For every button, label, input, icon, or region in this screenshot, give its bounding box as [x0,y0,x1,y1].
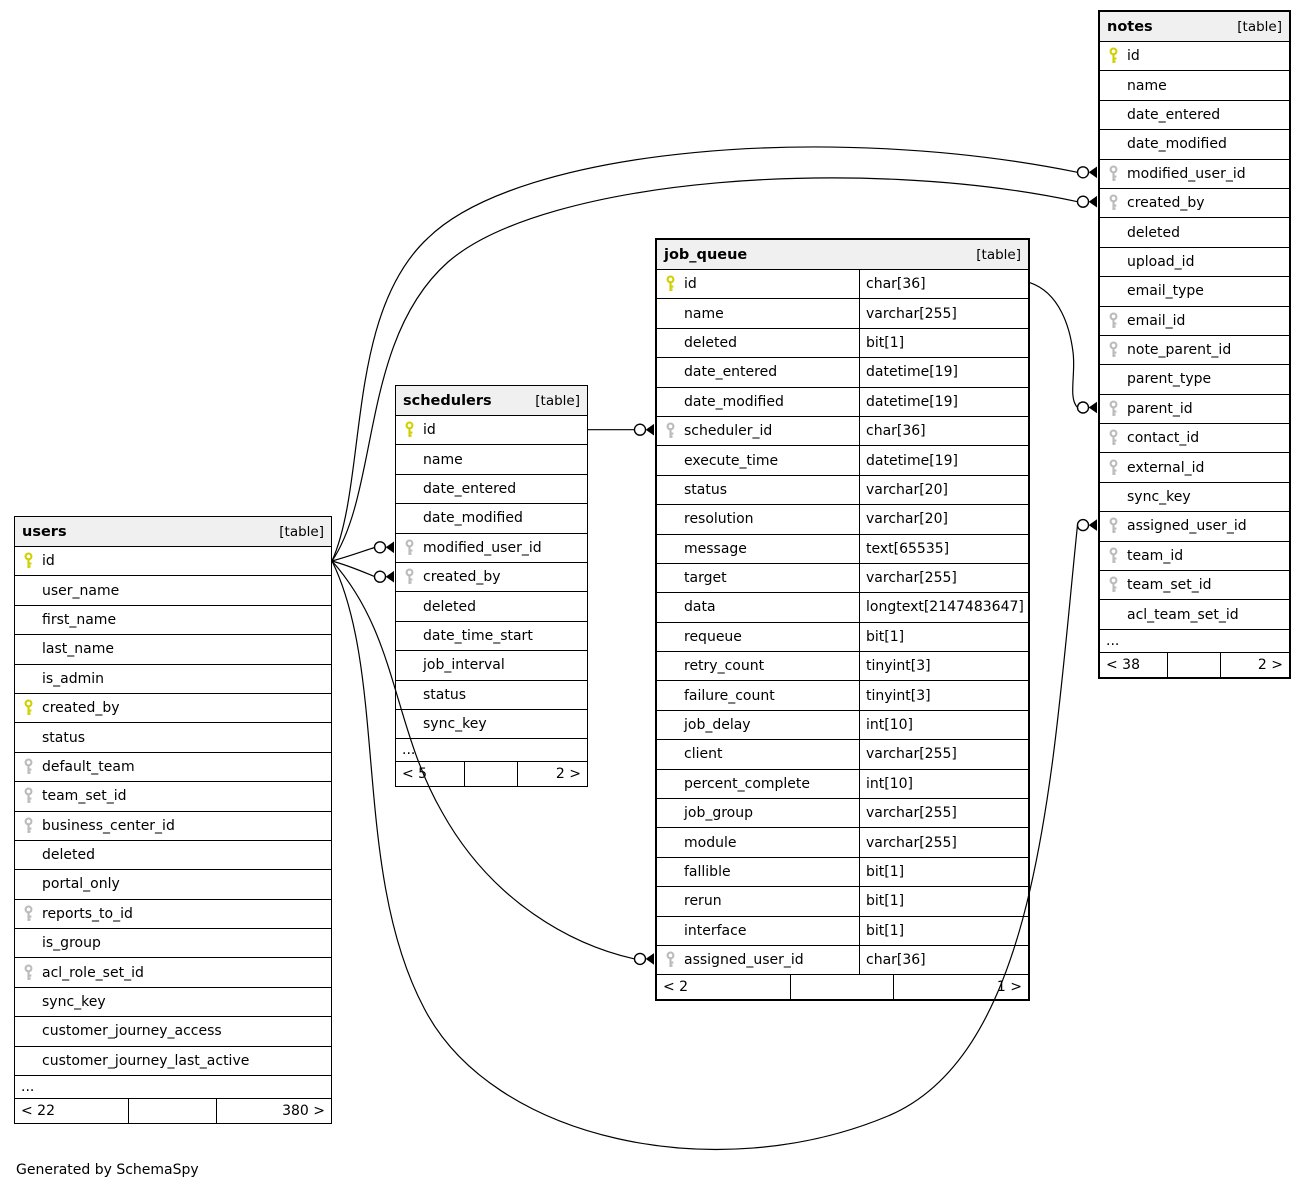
table-schedulers-footer [396,762,587,786]
column-name: customer_journey_access [42,1023,222,1040]
column-row-assigned_user_id [1100,512,1289,541]
column-name: percent_complete [684,775,811,792]
table-notes-footer [1100,653,1289,677]
column-type: longtext[2147483647] [859,593,1028,621]
column-row-job_interval [396,651,587,680]
column-row-job_delay [657,711,1028,740]
column-name: scheduler_id [684,423,773,440]
column-row-date_time_start [396,622,587,651]
zero-or-one-circle-marker [375,571,386,582]
table-notes-header[interactable] [1100,12,1289,42]
zero-or-one-circle-marker [375,542,386,553]
column-name: date_entered [1127,106,1221,123]
column-name: date_modified [423,510,523,527]
column-row-date_entered [657,358,1028,387]
column-name: contact_id [1127,430,1200,447]
column-type: int[10] [859,711,1028,739]
foreign-key-icon [1100,576,1127,594]
column-name: upload_id [1127,253,1195,270]
column-row-sync_key [1100,483,1289,512]
column-name: date_time_start [423,627,533,644]
column-row-is_admin [15,665,331,694]
column-name: execute_time [684,452,779,469]
footer-rows-count: 2 > [555,766,581,783]
column-name: id [684,276,697,293]
foreign-key-icon [396,568,423,586]
column-type: bit[1] [859,887,1028,915]
column-type: varchar[255] [859,299,1028,327]
column-row-contact_id [1100,424,1289,453]
column-rows [396,416,587,762]
foreign-key-arrowhead [1089,167,1097,179]
column-name: customer_journey_last_active [42,1052,250,1069]
column-name: sync_key [423,716,487,733]
column-type: datetime[19] [859,446,1028,474]
column-name: status [423,686,467,703]
column-row-team_id [1100,542,1289,571]
column-name: reports_to_id [42,905,133,922]
column-row-name [396,445,587,474]
column-type: varchar[20] [859,505,1028,533]
relationship-users_id__schedulers_created_by [332,561,394,583]
primary-key-icon [396,421,423,439]
zero-or-one-circle-marker [635,424,646,435]
column-row-external_id [1100,453,1289,482]
column-row-last_name [15,635,331,664]
column-row-date_modified [396,504,587,533]
column-rows [657,270,1028,975]
primary-key-icon [1100,47,1127,65]
column-name: name [423,451,463,468]
column-row-fallible [657,858,1028,887]
primary-key-icon [15,699,42,717]
column-name: is_group [42,935,101,952]
column-row-deleted [657,329,1028,358]
column-name: status [684,481,728,498]
footer-rows-count: 1 > [996,979,1022,996]
column-row-modified_user_id [396,534,587,563]
table-tag: [table] [279,523,324,540]
column-row-status [657,476,1028,505]
column-name: date_entered [423,480,517,497]
foreign-key-icon [657,422,684,440]
column-type: varchar[255] [859,740,1028,768]
foreign-key-arrowhead [386,571,394,583]
footer-rows-count: 380 > [282,1103,325,1120]
column-type: datetime[19] [859,358,1028,386]
table-notes [1098,10,1291,679]
column-type: varchar[255] [859,799,1028,827]
column-row-data [657,593,1028,622]
foreign-key-icon [396,539,423,557]
column-row-failure_count [657,681,1028,710]
column-row-date_modified [1100,130,1289,159]
column-row-created_by [1100,189,1289,218]
column-name: failure_count [684,687,775,704]
foreign-key-icon [15,964,42,982]
relationship-line [332,548,375,562]
footer-spacer [1168,653,1221,677]
foreign-key-arrowhead [1089,402,1097,414]
foreign-key-icon [1100,459,1127,477]
column-name: fallible [684,864,731,880]
column-row-id [657,270,1028,299]
foreign-key-icon [15,905,42,923]
column-row-id [396,416,587,445]
column-row-scheduler_id [657,417,1028,446]
table-schedulers-header[interactable] [396,386,587,416]
column-row-upload_id [1100,248,1289,277]
column-row-sync_key [396,710,587,739]
column-row-date_entered [396,475,587,504]
column-name: rerun [684,893,722,910]
foreign-key-icon [1100,165,1127,183]
column-row-customer_journey_last_active [15,1047,331,1076]
table-title[interactable]: job_queue [664,246,748,263]
column-name: deleted [42,847,95,864]
column-type: bit[1] [859,917,1028,945]
column-type: tinyint[3] [859,681,1028,709]
column-row-customer_journey_access [15,1017,331,1046]
column-rows [15,547,331,1099]
column-row-default_team [15,753,331,782]
column-name: job_interval [423,657,505,674]
column-name: date_modified [1127,136,1227,153]
column-row-assigned_user_id [657,946,1028,975]
column-type: char[36] [859,946,1028,974]
column-name: created_by [42,700,120,717]
column-row-date_entered [1100,101,1289,130]
primary-key-icon [15,552,42,570]
foreign-key-arrowhead [1089,519,1097,531]
column-row-parent_type [1100,365,1289,394]
column-type: bit[1] [859,329,1028,357]
table-users [14,516,332,1124]
column-type: tinyint[3] [859,652,1028,680]
column-name: assigned_user_id [684,952,804,969]
column-name: retry_count [684,658,765,675]
column-name: requeue [684,628,742,645]
column-row-acl_role_set_id [15,958,331,987]
column-row-acl_team_set_id [1100,600,1289,629]
column-name: team_set_id [1127,577,1212,594]
zero-or-one-circle-marker [1078,167,1089,178]
column-type: char[36] [859,270,1028,298]
table-job-queue-footer [657,975,1028,999]
column-row-target [657,564,1028,593]
column-row-client [657,740,1028,769]
column-name: note_parent_id [1127,342,1232,359]
column-row-is_group [15,929,331,958]
column-row-rerun [657,887,1028,916]
column-name: module [684,834,737,851]
column-name: parent_type [1127,371,1212,388]
column-type: datetime[19] [859,388,1028,416]
column-name: date_entered [684,364,778,381]
column-name: portal_only [42,876,120,893]
column-row-date_modified [657,388,1028,417]
table-tag: [table] [976,246,1021,263]
foreign-key-icon [1100,194,1127,212]
column-row-module [657,828,1028,857]
column-row-sync_key [15,988,331,1017]
column-name: created_by [1127,195,1205,212]
foreign-key-arrowhead [1089,196,1097,208]
column-name: deleted [684,334,737,351]
column-type: char[36] [859,417,1028,445]
foreign-key-icon [1100,400,1127,418]
table-job-queue [655,238,1030,1001]
footer-children-count: < 38 [1100,653,1168,677]
column-name: modified_user_id [1127,165,1246,182]
column-row-email_type [1100,277,1289,306]
column-name: assigned_user_id [1127,518,1247,535]
column-type: varchar[20] [859,476,1028,504]
column-row-resolution [657,505,1028,534]
column-name: status [42,729,86,746]
column-row-user_name [15,576,331,605]
column-row-retry_count [657,652,1028,681]
generator-note: Generated by SchemaSpy [16,1162,199,1178]
relationship-line [1030,283,1078,408]
column-type: varchar[255] [859,564,1028,592]
footer-spacer [791,975,895,999]
column-name: parent_id [1127,400,1193,417]
column-type: int[10] [859,770,1028,798]
column-name: is_admin [42,670,105,687]
column-name: target [684,570,727,587]
column-name: client [684,746,723,763]
column-row-reports_to_id [15,900,331,929]
table-tag: [table] [535,392,580,409]
foreign-key-arrowhead [386,542,394,554]
relationship-job_queue_id__notes_parent_id [1030,283,1097,414]
table-tag: [table] [1237,18,1282,35]
column-name: team_id [1127,547,1184,564]
column-row-status [396,681,587,710]
column-name: email_type [1127,283,1204,300]
zero-or-one-circle-marker [1078,520,1089,531]
column-name: id [1127,48,1140,65]
footer-rows-count: 2 > [1257,656,1283,673]
foreign-key-icon [15,758,42,776]
column-row-parent_id [1100,395,1289,424]
column-name: team_set_id [42,788,127,805]
foreign-key-icon [1100,312,1127,330]
foreign-key-icon [657,951,684,969]
column-name: deleted [423,598,476,615]
column-row-job_group [657,799,1028,828]
column-name: job_group [684,805,754,822]
column-rows [1100,42,1289,653]
column-name: name [684,305,724,322]
column-row-modified_user_id [1100,160,1289,189]
column-name: job_delay [684,717,751,734]
foreign-key-icon [15,787,42,805]
column-name: external_id [1127,459,1205,476]
column-row-portal_only [15,870,331,899]
column-name: created_by [423,569,501,586]
table-job-queue-header[interactable] [657,240,1028,270]
column-row-created_by [15,694,331,723]
column-row-status [15,723,331,752]
table-title[interactable]: users [22,523,67,540]
truncated-columns-indicator: ... [1100,630,1289,653]
column-name: acl_team_set_id [1127,606,1239,623]
column-name: first_name [42,611,117,628]
column-row-first_name [15,606,331,635]
column-name: acl_role_set_id [42,964,144,981]
column-row-deleted [396,592,587,621]
column-row-message [657,535,1028,564]
footer-children-count: < 5 [396,762,465,786]
column-name: last_name [42,641,114,658]
column-name: data [684,599,716,616]
table-schedulers [395,385,588,787]
column-name: email_id [1127,312,1186,329]
column-name: interface [684,922,747,939]
zero-or-one-circle-marker [1078,196,1089,207]
footer-children-count: < 2 [657,975,791,999]
column-row-email_id [1100,307,1289,336]
column-row-id [15,547,331,576]
column-name: business_center_id [42,817,175,834]
column-type: text[65535] [859,535,1028,563]
column-type: bit[1] [859,623,1028,651]
truncated-columns-indicator: ... [15,1076,331,1099]
column-row-team_set_id [1100,571,1289,600]
foreign-key-arrowhead [646,953,654,965]
column-type: bit[1] [859,858,1028,886]
column-row-deleted [15,841,331,870]
table-title[interactable]: schedulers [403,392,492,409]
foreign-key-icon [1100,429,1127,447]
foreign-key-icon [1100,517,1127,535]
column-row-name [1100,71,1289,100]
relationship-users_id__schedulers_modified_user_id [332,542,394,562]
foreign-key-arrowhead [646,424,654,436]
column-name: name [1127,77,1167,94]
table-users-header[interactable] [15,517,331,547]
column-name: sync_key [1127,489,1191,506]
relationship-schedulers_id__job_queue_scheduler_id [588,424,654,436]
column-row-business_center_id [15,812,331,841]
table-users-footer [15,1099,331,1123]
foreign-key-icon [1100,547,1127,565]
column-row-requeue [657,623,1028,652]
column-row-created_by [396,563,587,592]
column-name: message [684,540,747,557]
column-name: user_name [42,582,120,599]
column-type: varchar[255] [859,828,1028,856]
column-row-deleted [1100,218,1289,247]
column-row-interface [657,917,1028,946]
column-name: id [42,553,55,570]
column-row-team_set_id [15,782,331,811]
primary-key-icon [657,275,684,293]
foreign-key-icon [15,817,42,835]
relationship-line [332,561,375,577]
truncated-columns-indicator: ... [396,739,587,762]
footer-children-count: < 22 [15,1099,129,1123]
zero-or-one-circle-marker [1078,402,1089,413]
foreign-key-icon [1100,341,1127,359]
column-row-name [657,299,1028,328]
column-name: sync_key [42,994,106,1011]
column-name: resolution [684,511,754,528]
column-row-percent_complete [657,770,1028,799]
column-name: default_team [42,758,135,775]
table-title[interactable]: notes [1107,18,1153,35]
zero-or-one-circle-marker [635,953,646,964]
column-name: deleted [1127,224,1180,241]
footer-spacer [465,762,518,786]
column-name: modified_user_id [423,539,542,556]
footer-spacer [129,1099,217,1123]
column-row-note_parent_id [1100,336,1289,365]
column-row-execute_time [657,446,1028,475]
column-name: date_modified [684,393,784,410]
column-name: id [423,422,436,439]
column-row-id [1100,42,1289,71]
